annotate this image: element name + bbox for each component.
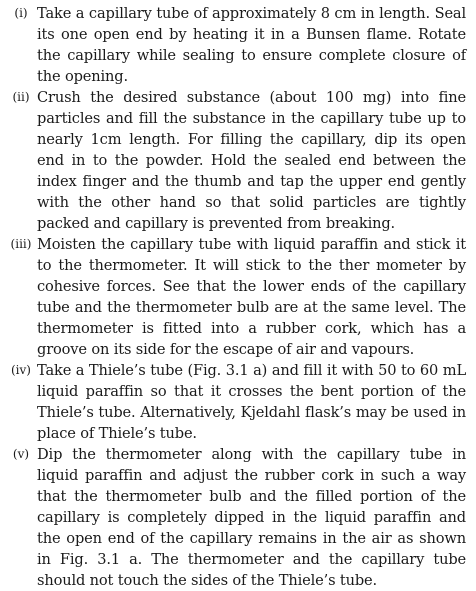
- step-marker: (iii): [10, 237, 32, 251]
- step-text: Take a Thiele’s tube (Fig. 3.1 a) and fill it with 50 to 60 mL liquid paraffin so that it crosses the bent portion of the Thiele’s tube. Alternatively, Kjeldahl flask’s may be used in place of Thiele’s tube.: [37, 362, 466, 442]
- step-text: Crush the desired substance (about 100 mg) into fine particles and fill the substance in the capillary tube up to nearly 1cm length. For filling the capillary, dip its open end in to the powder. Hold the sealed end between the index finger and the thumb and tap the upper end gently with the other hand so that solid particles are tightly packed and capillary is prevented from breaking.: [37, 89, 466, 232]
- step-marker: (v): [12, 447, 30, 461]
- procedure-step-4: [5, 360, 466, 444]
- step-text: Take a capillary tube of approximately 8 cm in length. Seal its one open end by heating it in a Bunsen flame. Rotate the capillary while sealing to ensure complete closure of the opening.: [37, 5, 466, 85]
- procedure-step-5: [5, 444, 466, 591]
- procedure-step-1: [5, 3, 466, 87]
- step-marker: (i): [14, 6, 28, 20]
- step-marker: (iv): [11, 363, 31, 377]
- step-marker: (ii): [12, 90, 30, 104]
- procedure-step-2: [5, 87, 466, 234]
- procedure-step-3: [5, 234, 466, 360]
- step-text: Moisten the capillary tube with liquid paraffin and stick it to the thermometer. It will stick to the ther mometer by cohesive forces. See that the lower ends of the capillary tube and the thermometer bulb are at the same level. The thermometer is fitted into a rubber cork, which has a groove on its side for the escape of air and vapours.: [37, 236, 466, 358]
- step-text: Dip the thermometer along with the capillary tube in liquid paraffin and adjust the rubber cork in such a way that the thermometer bulb and the filled portion of the capillary is completely dipped in the liquid paraffin and the open end of the capillary remains in the air as shown in Fig. 3.1 a. The thermometer and the capillary tube should not touch the sides of the Thiele’s tube.: [37, 446, 466, 589]
